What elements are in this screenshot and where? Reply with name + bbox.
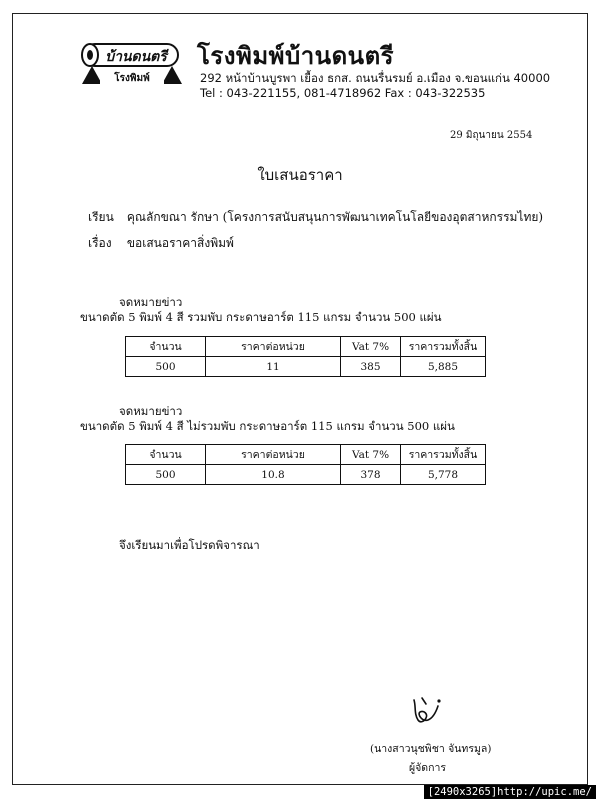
quote-table — [125, 336, 486, 377]
watermark-label: [2490x3265]http://upic.me/ — [424, 785, 596, 799]
recipient-label: เรียน — [88, 210, 114, 224]
header-unit-price: ราคาต่อหน่วย — [206, 337, 341, 357]
document-date: 29 มิถุนายน 2554 — [450, 130, 533, 141]
header-quantity: จำนวน — [126, 445, 206, 465]
table-header-row — [126, 337, 486, 357]
header-quantity: จำนวน — [126, 337, 206, 357]
cell-unit-price: 10.8 — [206, 465, 341, 485]
document-title: ใบเสนอราคา — [257, 166, 343, 184]
item-title: จดหมายข่าว — [119, 295, 183, 309]
company-name: โรงพิมพ์บ้านดนตรี — [197, 42, 395, 70]
closing-text: จึงเรียนมาเพื่อโปรดพิจารณา — [119, 538, 260, 552]
logo-text: บ้านดนตรี — [105, 49, 167, 65]
cell-quantity: 500 — [126, 465, 206, 485]
header-total: ราคารวมทั้งสิ้น — [401, 337, 486, 357]
header-vat: Vat 7% — [341, 337, 401, 357]
cell-quantity: 500 — [126, 357, 206, 377]
signer-role: ผู้จัดการ — [409, 762, 447, 774]
subject-line — [88, 234, 234, 253]
cell-total: 5,885 — [401, 357, 486, 377]
item-title: จดหมายข่าว — [119, 404, 183, 418]
header-vat: Vat 7% — [341, 445, 401, 465]
item-spec: ขนาดตัด 5 พิมพ์ 4 สี ไม่รวมพับ กระดาษอาร์ต 115 แกรม จำนวน 500 แผ่น — [80, 419, 455, 433]
header-total: ราคารวมทั้งสิ้น — [401, 445, 486, 465]
signature-mark — [408, 692, 444, 728]
table-row — [126, 465, 486, 485]
company-address: 292 หน้าบ้านบูรพา เยื้อง ธกส. ถนนรื่นรมย์ อ.เมือง จ.ขอนแก่น 40000 — [200, 71, 551, 85]
recipient-value: คุณลักขณา รักษา (โครงการสนับสนุนการพัฒนาเทคโนโลยีของอุตสาหกรรมไทย) — [126, 210, 544, 224]
subject-label: เรื่อง — [88, 236, 112, 250]
item-spec: ขนาดตัด 5 พิมพ์ 4 สี รวมพับ กระดาษอาร์ต 115 แกรม จำนวน 500 แผ่น — [80, 310, 442, 324]
subject-value: ขอเสนอราคาสิ่งพิมพ์ — [126, 236, 234, 250]
quote-table — [125, 444, 486, 485]
cell-unit-price: 11 — [206, 357, 341, 377]
table-row — [126, 357, 486, 377]
company-logo — [78, 40, 188, 86]
logo-subtext: โรงพิมพ์ — [114, 73, 150, 84]
signer-name: (นางสาวนุชพิชา จันทรมูล) — [370, 743, 492, 755]
recipient-line — [88, 208, 543, 227]
cell-vat: 385 — [341, 357, 401, 377]
company-contact: Tel : 043-221155, 081-4718962 Fax : 043-322535 — [200, 86, 486, 100]
cell-vat: 378 — [341, 465, 401, 485]
cell-total: 5,778 — [401, 465, 486, 485]
table-header-row — [126, 445, 486, 465]
header-unit-price: ราคาต่อหน่วย — [206, 445, 341, 465]
